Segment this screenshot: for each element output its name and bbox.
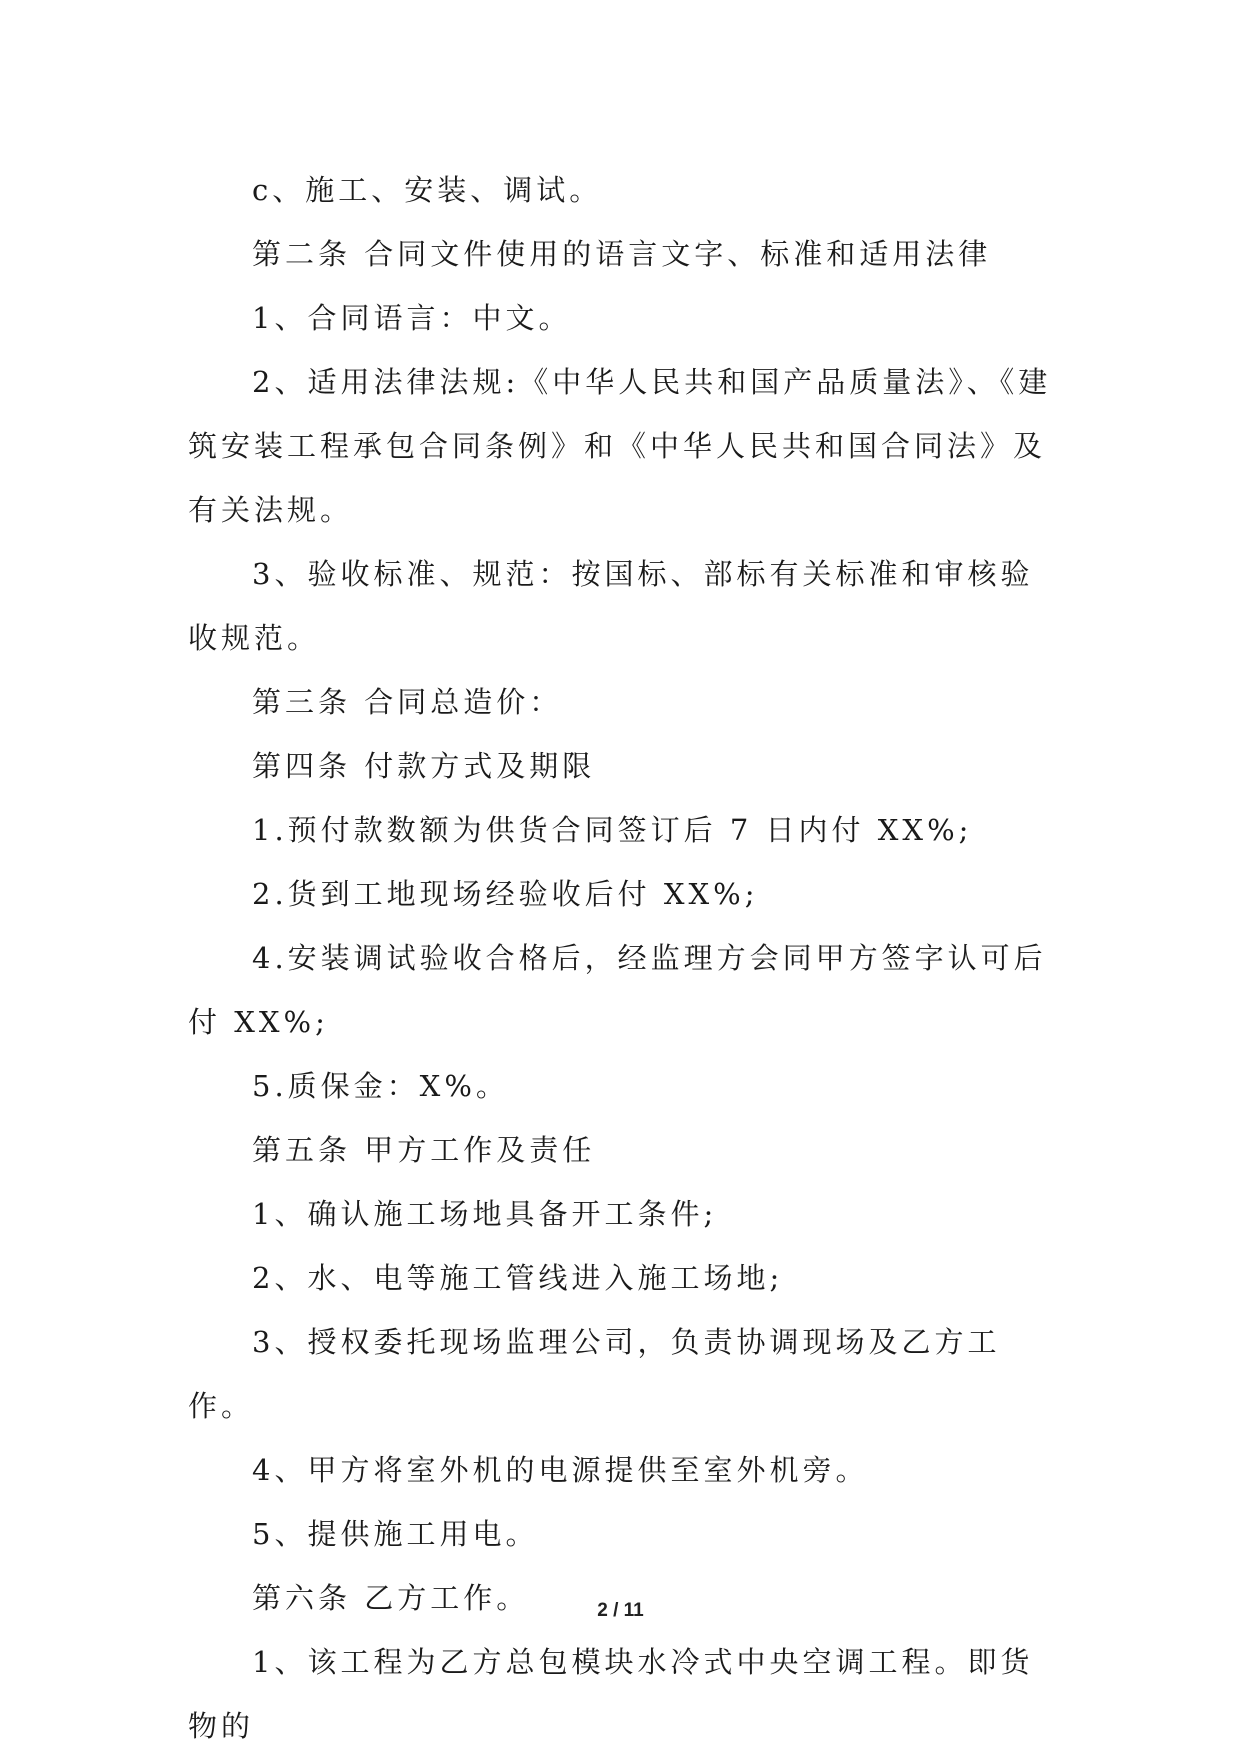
- paragraph-warranty-deposit: 5.质保金：X%。: [252, 1069, 509, 1103]
- paragraph-acceptance-payment: 4.安装调试验收合格后，经监理方会同甲方签字认可后付 XX%;: [188, 941, 1047, 1039]
- paragraph-acceptance-standards: 3、验收标准、规范：按国标、部标有关标准和审核验收规范。: [188, 557, 1034, 655]
- paragraph-power-supply: 4、甲方将室外机的电源提供至室外机旁。: [252, 1453, 869, 1487]
- paragraph-applicable-laws: 2、适用法律法规:《中华人民共和国产品质量法》、《建筑安装工程承包合同条例》和《中华人民共和国合同法》及有关法规。: [188, 365, 1052, 527]
- article-2-heading: 第二条 合同文件使用的语言文字、标准和适用法律: [252, 237, 992, 271]
- paragraph-supervision: 3、授权委托现场监理公司，负责协调现场及乙方工作。: [188, 1325, 1001, 1423]
- paragraph-project-scope: 1、该工程为乙方总包模块水冷式中央空调工程。即货物的: [188, 1645, 1034, 1743]
- article-4-heading: 第四条 付款方式及期限: [252, 749, 596, 783]
- paragraph-advance-payment: 1.预付款数额为供货合同签订后 7 日内付 XX%;: [252, 813, 973, 847]
- page-number: 2 / 11: [597, 1600, 644, 1621]
- article-6-heading: 第六条 乙方工作。: [252, 1581, 530, 1615]
- paragraph-contract-language: 1、合同语言：中文。: [252, 301, 572, 335]
- paragraph-delivery-payment: 2.货到工地现场经验收后付 XX%;: [252, 877, 759, 911]
- paragraph-construction-power: 5、提供施工用电。: [252, 1517, 539, 1551]
- document-body: [188, 158, 1054, 1758]
- article-3-heading: 第三条 合同总造价：: [252, 685, 563, 719]
- article-5-heading: 第五条 甲方工作及责任: [252, 1133, 596, 1167]
- paragraph-c-construction: c、施工、安装、调试。: [252, 173, 603, 207]
- paragraph-site-conditions: 1、确认施工场地具备开工条件;: [252, 1197, 718, 1231]
- paragraph-utilities: 2、水、电等施工管线进入施工场地;: [252, 1261, 784, 1295]
